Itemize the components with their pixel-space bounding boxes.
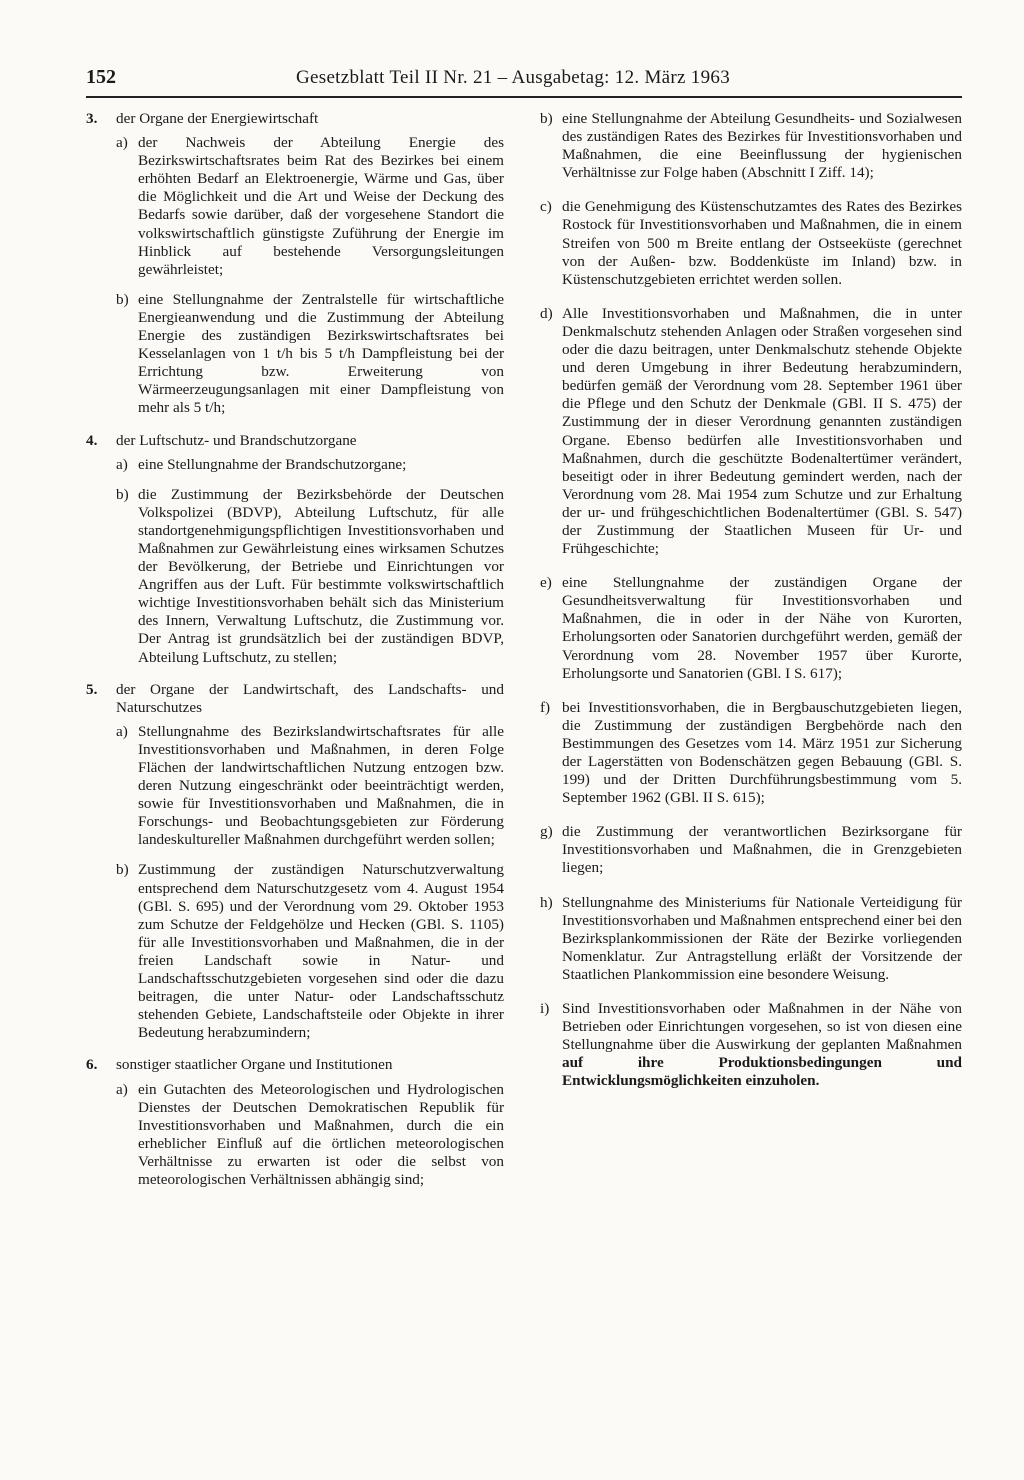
item-label: a) (116, 722, 128, 740)
list-item (116, 1081, 504, 1190)
section-6 (86, 1056, 504, 1189)
list-item (116, 291, 504, 418)
section-heading: der Luftschutz- und Brandschutzorgane (116, 431, 357, 449)
list-item (116, 486, 504, 667)
list-item (116, 456, 504, 474)
right-column (540, 110, 962, 1107)
item-text-bold: auf ihre Produktionsbedingungen und Entwicklungsmöglichkeiten einzuholen. (562, 1054, 962, 1090)
list-item (116, 134, 504, 279)
item-text: eine Stellungnahme der Brandschutzorgane; (138, 455, 407, 473)
item-text: die Genehmigung des Küstenschutzamtes des Rates des Bezirkes Rostock für Investitionsvorhaben und Maßnahmen, die in einem Streifen von 500 m Breite entlang der Ostseeküste (gerechnet von der Außen- bzw. Boddenküste im Inland) bzw. in Küstenschutzgebieten errichtet werden sollen. (562, 198, 962, 288)
item-text (562, 1000, 962, 1090)
item-text: eine Stellungnahme der Zentralstelle für wirtschaftliche Energieanwendung und die Zustimmung der Abteilung Energie des zuständigen Bezirkswirtschaftsrates bei Kesselanlagen von 1 t/h bis 5 t/h Dampfleistung bei der Errichtung bzw. Erweiterung von Wärmeerzeugungsanlagen mit einer Dampfleistung von mehr als 5 t/h; (138, 290, 504, 417)
item-text: bei Investitionsvorhaben, die in Bergbauschutzgebieten liegen, die Zustimmung der zuständigen Bergbehörde nach den Bestimmungen des Gesetzes vom 14. März 1951 zur Sicherung der Lagerstätten von Bodenschätzen gegen Bebauung (GBl. S. 199) und der Dritten Durchführungsbestimmung vom 5. September 1962 (GBl. II S. 615); (562, 698, 962, 807)
section-title (86, 432, 504, 450)
item-text-regular: Sind Investitionsvorhaben oder Maßnahmen in der Nähe von Betrieben oder Einrichtungen vorgesehen, so ist von diesen eine Stellungnahme über die Auswirkung der geplanten Maßnahmen (562, 1000, 962, 1054)
list-item (540, 574, 962, 683)
item-text: Zustimmung der zuständigen Naturschutzverwaltung entsprechend dem Naturschutzgesetz vom 4. August 1954 (GBl. S. 695) und der Verordnung vom 29. Oktober 1953 zum Schutze der Feldgehölze und Hecken (GBl. S. 1105) für alle Investitionsvorhaben und Maßnahmen, die in der freien Landschaft sowie in Natur- und Landschaftsschutzgebieten vorgesehen sind oder die dazu beitragen, die unter Natur- oder Landschaftsschutz stehenden Gebiete, Landschaftsteile oder Objekte in ihrer Bedeutung herabzumindern; (138, 861, 504, 1042)
section-number: 6. (86, 1056, 98, 1074)
item-text: eine Stellungnahme der zuständigen Organe der Gesundheitsverwaltung für Investitionsvorhaben und Maßnahmen, die in oder in der Nähe von Kurorten, Erholungsorten oder Sanatorien durchgeführt werden, gemäß der Verordnung vom 28. November 1957 über Kurorte, Erholungsorte und Sanatorien (GBl. I S. 617); (562, 574, 962, 682)
item-label: c) (540, 198, 552, 216)
item-text: die Zustimmung der verantwortlichen Bezirksorgane für Investitionsvorhaben und Maßnahmen, die in Grenzgebieten liegen; (562, 823, 962, 877)
item-label: e) (540, 574, 552, 592)
left-column (86, 110, 504, 1203)
item-label: b) (116, 485, 129, 503)
section-title (86, 1056, 504, 1074)
section-title (86, 110, 504, 128)
item-text: eine Stellungnahme der Abteilung Gesundheits- und Sozialwesen des zuständigen Rates des Bezirkes für Investitionsvorhaben und Maßnahmen, die eine Beeinflussung der hygienischen Verhältnisse zur Folge haben (Abschnitt I Ziff. 14); (562, 110, 962, 182)
list-item (540, 305, 962, 558)
section-number: 4. (86, 431, 98, 449)
list-item (540, 1000, 962, 1090)
item-text: Alle Investitionsvorhaben und Maßnahmen, die in unter Denkmalschutz stehenden Anlagen oder Straßen vorgesehen sind oder die dazu beitragen, unter Denkmalschutz stehende Objekte und deren Umgebung in ihrer Bedeutung herabzumindern, bedürfen gemäß der Verordnung vom 28. September 1961 über die Pflege und den Schutz der Denkmale (GBl. II S. 475) der Zustimmung der in dieser Verordnung genannten zuständigen Organe. Ebenso bedürfen alle Investitionsvorhaben und Maßnahmen, durch die geschützte Bodenaltertümer verändert, beseitigt oder in ihrer Bedeutung gemindert werden, nach der Verordnung vom 28. Mai 1954 zum Schutze und zur Erhaltung der ur- und frühgeschichtlichen Bodenaltertümer (GBl. S. 547) der Zustimmung der Staatlichen Museen für Ur- und Frühgeschichte; (562, 304, 962, 558)
section-number: 3. (86, 110, 98, 127)
section-heading: der Organe der Energiewirtschaft (116, 110, 319, 127)
item-label: a) (116, 134, 128, 152)
item-label: i) (540, 1000, 550, 1018)
item-text: die Zustimmung der Bezirksbehörde der Deutschen Volkspolizei (BDVP), Abteilung Luftschutz, für alle standortgenehmigungspflichtigen Investitionsvorhaben und Maßnahmen zur Gewährleistung eines wirksamen Schutzes der Bevölkerung, der Betriebe und Einrichtungen vor Angriffen aus der Luft. Für bestimmte volkswirtschaftlich wichtige Investitionsvorhaben behält sich das Ministerium des Innern, Verwaltung Luftschutz, die Zustimmung vor. Der Antrag ist grundsätzlich bei der zuständigen BDVP, Abteilung Luftschutz, zu stellen; (138, 485, 504, 666)
section-title (86, 681, 504, 717)
list-item (540, 198, 962, 288)
item-label: b) (540, 110, 553, 127)
list-item (540, 823, 962, 877)
item-label: a) (116, 1080, 128, 1098)
running-head: Gesetzblatt Teil II Nr. 21 – Ausgabetag: 12. März 1963 (296, 67, 731, 88)
section-number: 5. (86, 680, 98, 698)
list-item (540, 894, 962, 984)
list-item (116, 723, 504, 850)
item-label: g) (540, 823, 553, 841)
page-number: 152 (86, 66, 116, 88)
page-header (86, 66, 962, 98)
section-3 (86, 110, 504, 418)
item-label: b) (116, 861, 129, 879)
item-text: der Nachweis der Abteilung Energie des Bezirkswirtschaftsrates beim Rat des Bezirkes bei einem erhöhten Bedarf an Elektroenergie, Wärme und Gas, über die Möglichkeit und die Art und Weise der Deckung des Bedarfs sowie darüber, daß der vorgesehene Standort die volkswirtschaftlich günstigste Zuführung der Energie im Hinblick auf bestehende Versorgungsleitungen gewährleistet; (138, 134, 504, 278)
item-text: Stellungnahme des Ministeriums für Nationale Verteidigung für Investitionsvorhaben und Maßnahmen entsprechend einer bei den Bezirksplankommissionen der Räte der Bezirke vorliegenden Nomenklatur. Zur Antragstellung erläßt der Vorsitzende der Staatlichen Plankommission eine besondere Weisung. (562, 893, 962, 983)
item-text: ein Gutachten des Meteorologischen und Hydrologischen Dienstes der Deutschen Demokratischen Republik für Investitionsvorhaben und Maßnahmen, durch die ein erheblicher Einfluß auf die örtlichen meteorologischen Verhältnisse zu erwarten ist oder die selbst von meteorologischen Verhältnissen abhängig sind; (138, 1080, 504, 1188)
section-heading: der Organe der Landwirtschaft, des Landschafts- und Naturschutzes (116, 680, 504, 716)
section-heading: sonstiger staatlicher Organe und Institutionen (116, 1056, 393, 1074)
list-item (116, 861, 504, 1042)
item-label: d) (540, 304, 553, 322)
list-item (540, 110, 962, 182)
item-label: h) (540, 893, 553, 911)
item-label: f) (540, 698, 551, 716)
section-4 (86, 432, 504, 667)
item-label: b) (116, 290, 129, 308)
list-item (540, 699, 962, 808)
section-5 (86, 681, 504, 1043)
item-text: Stellungnahme des Bezirkslandwirtschaftsrates für alle Investitionsvorhaben und Maßnahmen, in deren Folge Flächen der landwirtschaftlichen Nutzung entzogen bzw. deren Nutzung eingeschränkt oder beeinträchtigt werden, sowie für Investitionsvorhaben und Maßnahmen, die in Forschungs- und Beobachtungsgebieten zur Förderung landeskultureller Maßnahmen durchgeführt werden sollen; (138, 722, 504, 849)
item-label: a) (116, 455, 128, 473)
